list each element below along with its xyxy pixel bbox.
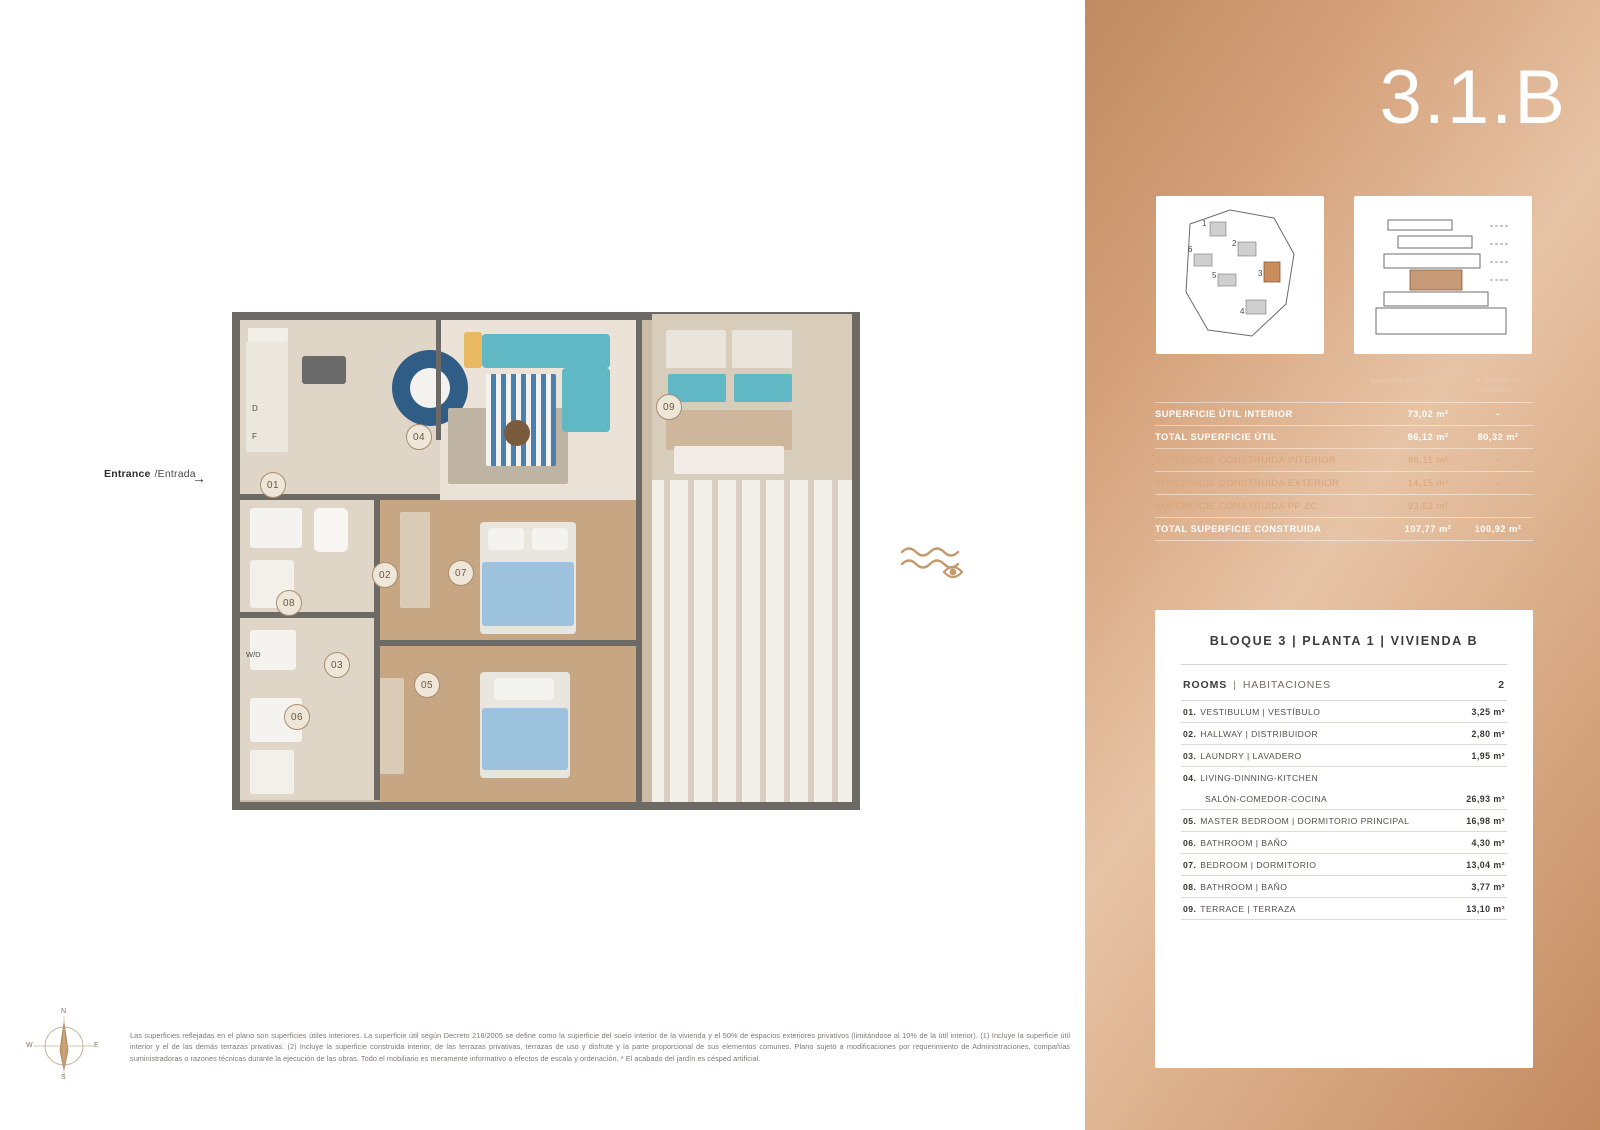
compass-icon [28,1010,100,1082]
room-name: SALÓN-COMEDOR-COCINA [1205,793,1328,804]
waves-eye-icon [900,540,984,584]
compass-n: N [61,1008,67,1015]
sofa-side [562,368,610,432]
area-value-decreto: 80,32 m² [1477,431,1519,443]
floorplan-drawing [232,312,860,810]
armchair [464,332,482,368]
svg-text:2: 2 [1232,239,1237,248]
badge-02: 02 [372,562,398,588]
badge-03: 03 [324,652,350,678]
area-row [1155,494,1533,517]
bed-07-pillow-right [532,528,568,550]
compass-s: S [61,1074,66,1081]
svg-text:1: 1 [1202,219,1207,228]
sofa-back [482,334,610,368]
room-row [1181,831,1507,853]
areas-table [1155,378,1533,541]
room-index: 09. [1183,903,1197,914]
room-index: 05. [1183,815,1197,826]
toilet-08 [314,508,348,552]
badge-05: 05 [414,672,440,698]
rooms-header-sep: | [1233,679,1237,691]
entrance-label-en: Entrance [104,468,151,480]
room-row [1181,722,1507,744]
vanity-08 [250,508,302,548]
area-value-decreto: - [1496,477,1500,489]
rooms-header-es: HABITACIONES [1242,679,1332,691]
room-name: HALLWAY | DISTRIBUIDOR [1200,728,1319,739]
badge-01: 01 [260,472,286,498]
room-row [1181,744,1507,766]
badge-08: 08 [276,590,302,616]
badge-06: 06 [284,704,310,730]
area-value-decreto: - [1496,454,1500,466]
area-row [1155,471,1533,494]
room-index: 07. [1183,859,1197,870]
areas-col-2: R. DECRETO 2/2/2005 [1475,378,1521,394]
svg-text:5: 5 [1212,271,1217,280]
area-name: SUPERFICIE CONSTRUIDA EXTERIOR [1155,477,1340,489]
area-name: SUPERFICIE ÚTIL INTERIOR [1155,408,1293,420]
room-area: 26,93 m² [1466,793,1505,804]
legal-disclaimer: Las superficies reflejadas en el plano son superficies útiles interiores. La superficie útil según Decreto 218/2005 se define como la superficie del suelo interior de la vivienda y el 50% de espacios exteriores privativos (limitándose al 10% de la útil interior). (1) Incluye la superficie útil interior y el de las demás terrazas privativas. (2) Incluye la superficie construida interior, de las terrazas privativas, terrazas de uso y disfrute y la parte proporcional de sus elementos comunes. Plano sujeto a modificaciones por requerimiento de Administraciones, compañías suministradoras o razones técnicas durante la ejecución de las obras. Todo el mobiliario es meramente informativo a efectos de escala y ordenación. * El acabado del jardín es césped artificial. [130,1031,1070,1063]
mark-wd: W/D [246,650,261,659]
room-area: 13,10 m² [1466,903,1505,914]
area-value-real: 93,62 m² [1407,500,1449,512]
area-value-decreto: - [1496,408,1500,420]
wardrobe-07 [400,512,430,608]
room-index: 06. [1183,837,1197,848]
areas-col-1: VALORES REALES [1369,378,1435,385]
badge-04: 04 [406,424,432,450]
bloque-line: BLOQUE 3 | PLANTA 1 | VIVIENDA B [1181,634,1507,665]
area-value-real: 14,15 m² [1407,477,1449,489]
room-index: 03. [1183,750,1197,761]
rooms-card [1155,610,1533,1068]
area-value-decreto: - [1496,500,1500,512]
entrance-label-es: /Entrada [154,468,196,480]
room-index: 02. [1183,728,1197,739]
room-area: 13,04 m² [1466,859,1505,870]
room-area: 16,98 m² [1466,815,1505,826]
area-value-real: 86,11 m² [1408,454,1448,466]
dining-table-top [410,368,450,408]
area-row [1155,402,1533,425]
area-row [1155,448,1533,471]
room-area: 1,95 m² [1471,750,1505,761]
site-map-card [1156,196,1324,354]
room-name: BATHROOM | BAÑO [1200,837,1288,848]
mark-f: F [252,432,257,441]
compass-e: E [94,1042,99,1049]
room-area: 4,30 m² [1471,837,1505,848]
room-row [1181,809,1507,831]
room-name: BATHROOM | BAÑO [1200,881,1288,892]
area-row [1155,517,1533,541]
rooms-count: 2 [1498,679,1505,691]
badge-07: 07 [448,560,474,586]
room-name: MASTER BEDROOM | DORMITORIO PRINCIPAL [1200,815,1410,826]
rooms-header-en: ROOMS [1183,679,1228,691]
room-row [1181,700,1507,722]
svg-text:3: 3 [1258,269,1263,278]
cooktop [302,356,346,384]
area-name: TOTAL SUPERFICIE CONSTRUIDA [1155,523,1322,535]
entrance-arrow-icon: → [192,470,206,486]
room-name: BEDROOM | DORMITORIO [1200,859,1317,870]
room-name: LIVING-DINNING-KITCHEN [1200,772,1319,783]
area-name: SUPERFICIE CONSTRUIDA PP ZC [1155,500,1318,512]
zone-terrace-lower [652,480,852,802]
mark-d: D [252,404,258,413]
rooms-list [1181,700,1507,920]
zone-terrace-upper [652,314,852,480]
unit-code-title: 3.1.B [1379,55,1567,140]
area-value-real: 86,12 m² [1407,431,1449,443]
badge-09: 09 [656,394,682,420]
room-index: 08. [1183,881,1197,892]
room-area: 3,77 m² [1471,881,1505,892]
room-name: VESTIBULUM | VESTÍBULO [1200,706,1321,717]
room-row-continuation [1181,788,1507,809]
room-row [1181,766,1507,788]
area-value-real: 107,77 m² [1404,523,1452,535]
area-value-real: 73,02 m² [1407,408,1449,420]
areas-col-headers [1155,378,1533,402]
svg-text:6: 6 [1188,245,1193,254]
area-name: SUPERFICIE CONSTRUIDA INTERIOR [1155,454,1337,466]
room-row [1181,897,1507,920]
bed-07-pillow-left [488,528,524,550]
room-area: 3,25 m² [1471,706,1505,717]
room-area: 2,80 m² [1471,728,1505,739]
room-index: 04. [1183,772,1197,783]
room-index: 01. [1183,706,1197,717]
compass-w: W [26,1042,33,1049]
bed-05-pillow [494,678,554,700]
area-value-decreto: 100,92 m² [1474,523,1522,535]
building-section-card [1354,196,1532,354]
bed-05-blanket [482,708,568,770]
shower-06 [250,750,294,794]
area-name: TOTAL SUPERFICIE ÚTIL [1155,431,1277,443]
info-panel [1085,0,1600,1130]
kitchen-upper [248,328,288,342]
room-row [1181,853,1507,875]
coffee-table [504,420,530,446]
svg-text:4: 4 [1240,307,1245,316]
rooms-header [1181,665,1507,700]
bed-07-blanket [482,562,574,626]
area-row [1155,425,1533,448]
room-name: LAUNDRY | LAVADERO [1200,750,1302,761]
room-row [1181,875,1507,897]
room-name: TERRACE | TERRAZA [1200,903,1296,914]
